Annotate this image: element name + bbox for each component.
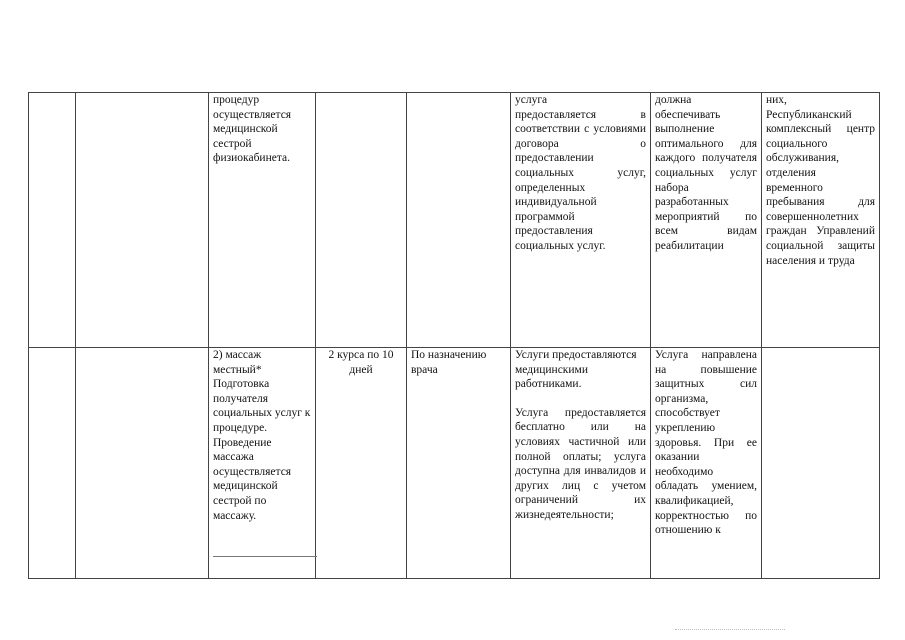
scan-artifact — [675, 629, 785, 636]
description-text: 2) массаж местный* Подготовка получателя социальных услуг к процедуре. Проведение массажа осуществляется медицинской сестрой по массажу. — [213, 349, 311, 522]
cell-frequency — [407, 93, 511, 348]
cell-underline — [213, 556, 317, 557]
cell-frequency — [407, 348, 511, 579]
quality-text: должна обеспечивать выполнение оптимального для каждого получателя социальных услуг набора разработанных мероприятий по всем видам реабилитации — [655, 94, 757, 252]
table-row — [29, 348, 880, 579]
cell-description — [209, 93, 316, 348]
cell-providers — [762, 348, 880, 579]
quality-text: Услуга направлена на повышение защитных сил организма, способствует укреплению здоровья. При ее оказании необходимо обладать умением, квалификацией, корректностью по отношению к — [655, 349, 757, 537]
providers-text: них, Республиканский комплексный центр социального обслуживания, отделения временного пребывания для совершеннолетних граждан Управлений социальной защиты населения и труда — [766, 94, 875, 267]
cell-number — [29, 348, 76, 579]
cell-conditions — [511, 93, 651, 348]
services-table — [28, 92, 880, 579]
duration-text: 2 курса по 10 дней — [328, 349, 394, 376]
cell-providers — [762, 93, 880, 348]
cell-description — [209, 348, 316, 579]
cell-quality — [651, 348, 762, 579]
cell-service-name — [76, 93, 209, 348]
cell-duration — [316, 348, 407, 579]
description-text: процедур осуществляется медицинской сестрой физиокабинета. — [213, 94, 292, 165]
frequency-text: По назначению врача — [411, 349, 487, 376]
cell-number — [29, 93, 76, 348]
conditions-text-b: Услуга предоставляется бесплатно или на условиях частичной или полной оплаты; услуга доступна для инвалидов и других лиц с учетом ограничений их жизнедеятельности; — [515, 406, 646, 521]
conditions-text: услуга предоставляется в соответствии с условиями договора о предоставлении социальных услуг, определенных индивидуальной программой предоставления социальных услуг. — [515, 94, 646, 252]
cell-quality — [651, 93, 762, 348]
cell-conditions — [511, 348, 651, 579]
cell-service-name — [76, 348, 209, 579]
cell-duration — [316, 93, 407, 348]
conditions-text-a: Услуги предоставляются медицинскими работниками. — [515, 349, 637, 391]
table-row — [29, 93, 880, 348]
